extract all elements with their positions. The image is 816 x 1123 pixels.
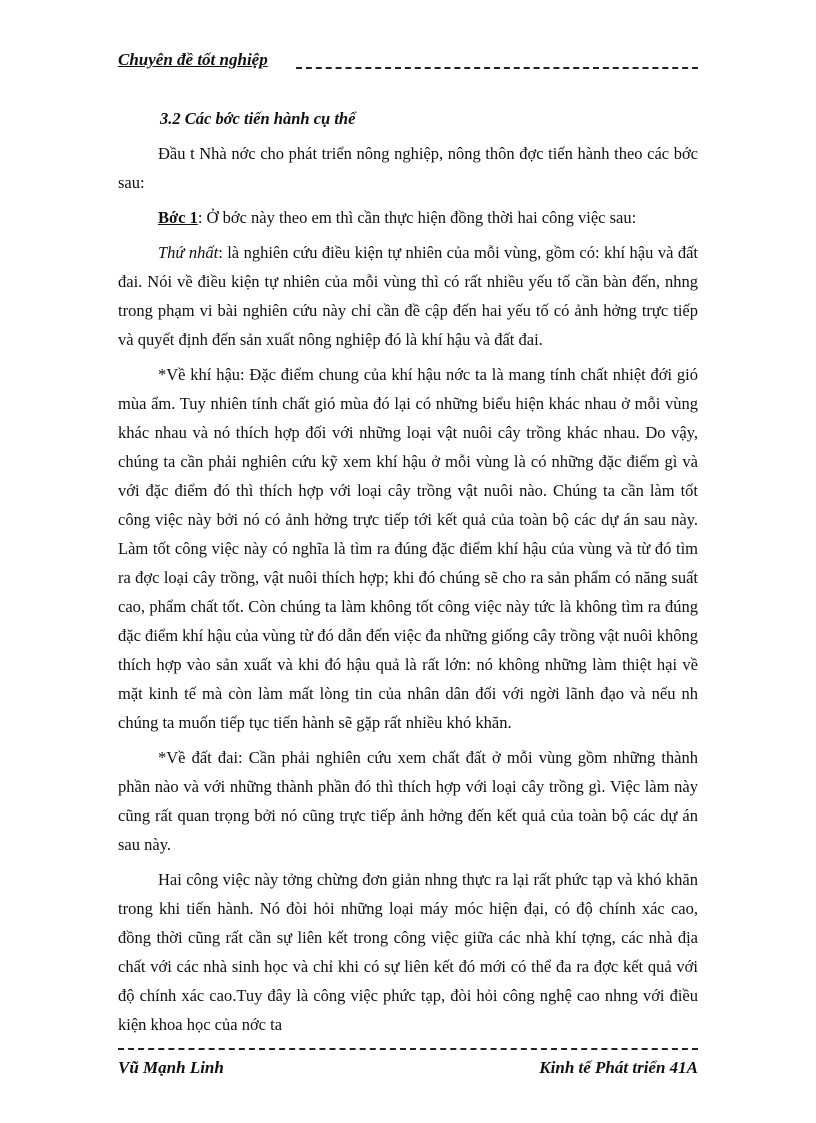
climate-text: *Về khí hậu: Đặc điểm chung của khí hậu nớc ta là mang tính chất nhiệt đới gió mùa ẩm. Tuy nhiên tính chất gió mùa đó lại có những biểu hiện khác nhau ở mỗi vùng khác nhau và nó thích hợp đối với những loại vật nuôi cây trồng khác nhau. Do vậy, chúng ta cần phải nghiên cứu kỹ xem khí hậu ở mỗi vùng là có những đặc điểm gì và với đặc điểm đó thì thích hợp với loại cây trồng vật nuôi nào. Chúng ta cần làm tốt công việc này bởi nó có ảnh hởng trực tiếp tới kết quả của toàn bộ các dự án sau này. Làm tốt công việc này có nghĩa là tìm ra đúng đặc điểm khí hậu của vùng và từ đó tìm ra đợc loại cây trồng, vật nuôi thích hợp; khi đó chúng sẽ cho ra sản phẩm có năng suất cao, phẩm chất tốt. Còn chúng ta làm không tốt công việc này tức là không tìm ra đúng đặc điểm khí hậu của vùng từ đó dẫn đến việc đa những giống cây trồng vật nuôi không thích hợp vào sản xuất và khi đó hậu quả là rất lớn: nó không những làm thiệt hại về mặt kinh tế mà còn làm mất lòng tin của nhân dân đối với ngời lãnh đạo và nếu nh chúng ta muốn tiếp tục tiến hành sẽ gặp rất nhiều khó khăn. (118, 365, 698, 732)
header-title: Chuyên đề tốt nghiệp (118, 50, 268, 69)
paragraph-intro (118, 139, 698, 197)
step1-label: Bớc 1 (158, 208, 198, 227)
first-label: Thứ nhất (158, 243, 219, 262)
paragraph-first (118, 238, 698, 354)
intro-text: Đầu t Nhà nớc cho phát triển nông nghiệp, nông thôn đợc tiến hành theo các bớc sau: (118, 144, 698, 192)
paragraph-climate (118, 360, 698, 737)
soil-text: *Về đất đai: Cần phải nghiên cứu xem chất đất ở mỗi vùng gồm những thành phần nào và với những thành phần đó thì thích hợp với loại cây trồng gì. Việc làm này cũng rất quan trọng bởi nó cũng trực tiếp ảnh hởng đến kết quả của toàn bộ các dự án sau này. (118, 748, 698, 854)
footer-author: Vũ Mạnh Linh (118, 1058, 224, 1077)
page-footer (118, 1058, 698, 1082)
paragraph-soil (118, 743, 698, 859)
section-title: 3.2 Các bớc tiến hành cụ thể (160, 109, 356, 128)
paragraph-closing (118, 865, 698, 1039)
page-header (118, 50, 698, 74)
first-text: : là nghiên cứu điều kiện tự nhiên của mỗi vùng, gồm có: khí hậu và đất đai. Nói về điều kiện tự nhiên của mỗi vùng thì có rất nhiều yếu tố cần bàn đến, nhng trong phạm vi bài nghiên cứu này chỉ cần đề cập đến hai yếu tố có ảnh hởng trực tiếp và quyết định đến sản xuất nông nghiệp đó là khí hậu và đất đai. (118, 243, 698, 349)
paragraph-step1 (118, 203, 698, 232)
closing-text: Hai công việc này tởng chừng đơn giản nhng thực ra lại rất phức tạp và khó khăn trong khi tiến hành. Nó đòi hỏi những loại máy móc hiện đại, có độ chính xác cao, đồng thời cũng rất cần sự liên kết trong công việc giữa các nhà khí tợng, các nhà địa chất với các nhà sinh học và chỉ khi có sự liên kết đó mới có thể đa ra đợc kết quả với độ chính xác cao.Tuy đây là công việc phức tạp, đòi hỏi công nghệ cao nhng với điều kiện khoa học của nớc ta (118, 870, 698, 1034)
step1-text: : Ở bớc này theo em thì cần thực hiện đồng thời hai công việc sau: (197, 208, 637, 227)
footer-divider (118, 1048, 698, 1050)
body-content (118, 104, 698, 1045)
footer-class: Kinh tế Phát triển 41A (539, 1058, 698, 1077)
header-divider (296, 67, 698, 69)
